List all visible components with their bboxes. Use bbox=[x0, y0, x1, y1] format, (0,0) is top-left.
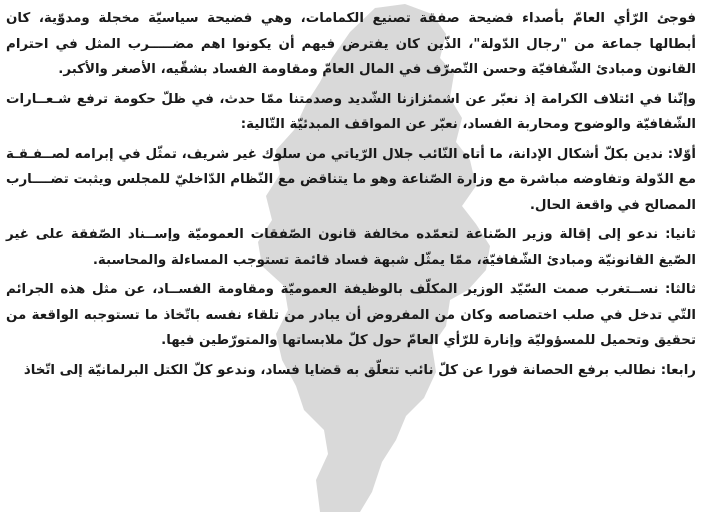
paragraph-position: وإنّنا في ائتلاف الكرامة إذ نعبّر عن اشمئزازنا الشّديد وصدمتنا ممّا حدث، في ظلّ حكومة ترفع شـعــارات الشّفافيّة والوضوح ومحاربة الفساد، نعبّر عن المواقف المبدئيّة التّالية: bbox=[6, 91, 696, 132]
paragraph-intro: فوجئ الرّأي العامّ بأصداء فضيحة صفقة تصنيع الكمامات، وهي فضيحة سياسيّة مخجلة ومدوّية، كان أبطالها جماعة من "رجال الدّولة"، الذّين كان يفترض فيهم أن يكونوا اهم مضـــــرب المثل في احترام القانون ومبادئ الشّفافيّة وحسن التّصرّف في المال العامّ ومقاومة الفساد بشقّيه، الأصغر والأكبر. bbox=[6, 11, 696, 77]
statement-body bbox=[0, 6, 702, 383]
paragraph-second-point: ثانيا: ندعو إلى إقالة وزير الصّناعة لتعمّده مخالفة قانون الصّفقات العموميّة وإســناد الصّفقة على غير الصّيغ القانونيّة ومبادئ الشّفافيّة، ممّا يمثّل شبهة فساد قائمة تستوجب المساءلة والمحاسبة. bbox=[6, 227, 696, 268]
paragraph-first-point: أوّلا: ندين بكلّ أشكال الإدانة، ما أتاه النّائب جلال الرّياتي من سلوك غير شريف، تمثّل في إبرامه لصــفـقـة مع الدّولة وتفاوضه مباشرة مع وزارة الصّناعة وهو ما يتناقض مع النّظام الدّاخليّ للمجلس ويثبت تضــــارب المصالح في واقعة الحال. bbox=[6, 146, 696, 213]
paragraph-third-point: ثالثا: نســتغرب صمت السّيّد الوزير المكلّف بالوظيفة العموميّة ومقاومة الفســاد، عن مثل هذه الجرائم التّي تدخل في صلب اختصاصه وكان من المفروض أن يبادر من تلقاء نفسه باتّخاذ ما تستوجبه الواقعة من تحقيق وتحميل للمسؤوليّة وإنارة للرّأي العامّ حول كلّ ملابساتها والمتورّطين فيها. bbox=[6, 282, 696, 348]
paragraph-fourth-point: رابعا: نطالب برفع الحصانة فورا عن كلّ نائب تتعلّق به قضايا فساد، وندعو كلّ الكتل البرلمانيّة إلى اتّخاذ bbox=[23, 362, 696, 378]
